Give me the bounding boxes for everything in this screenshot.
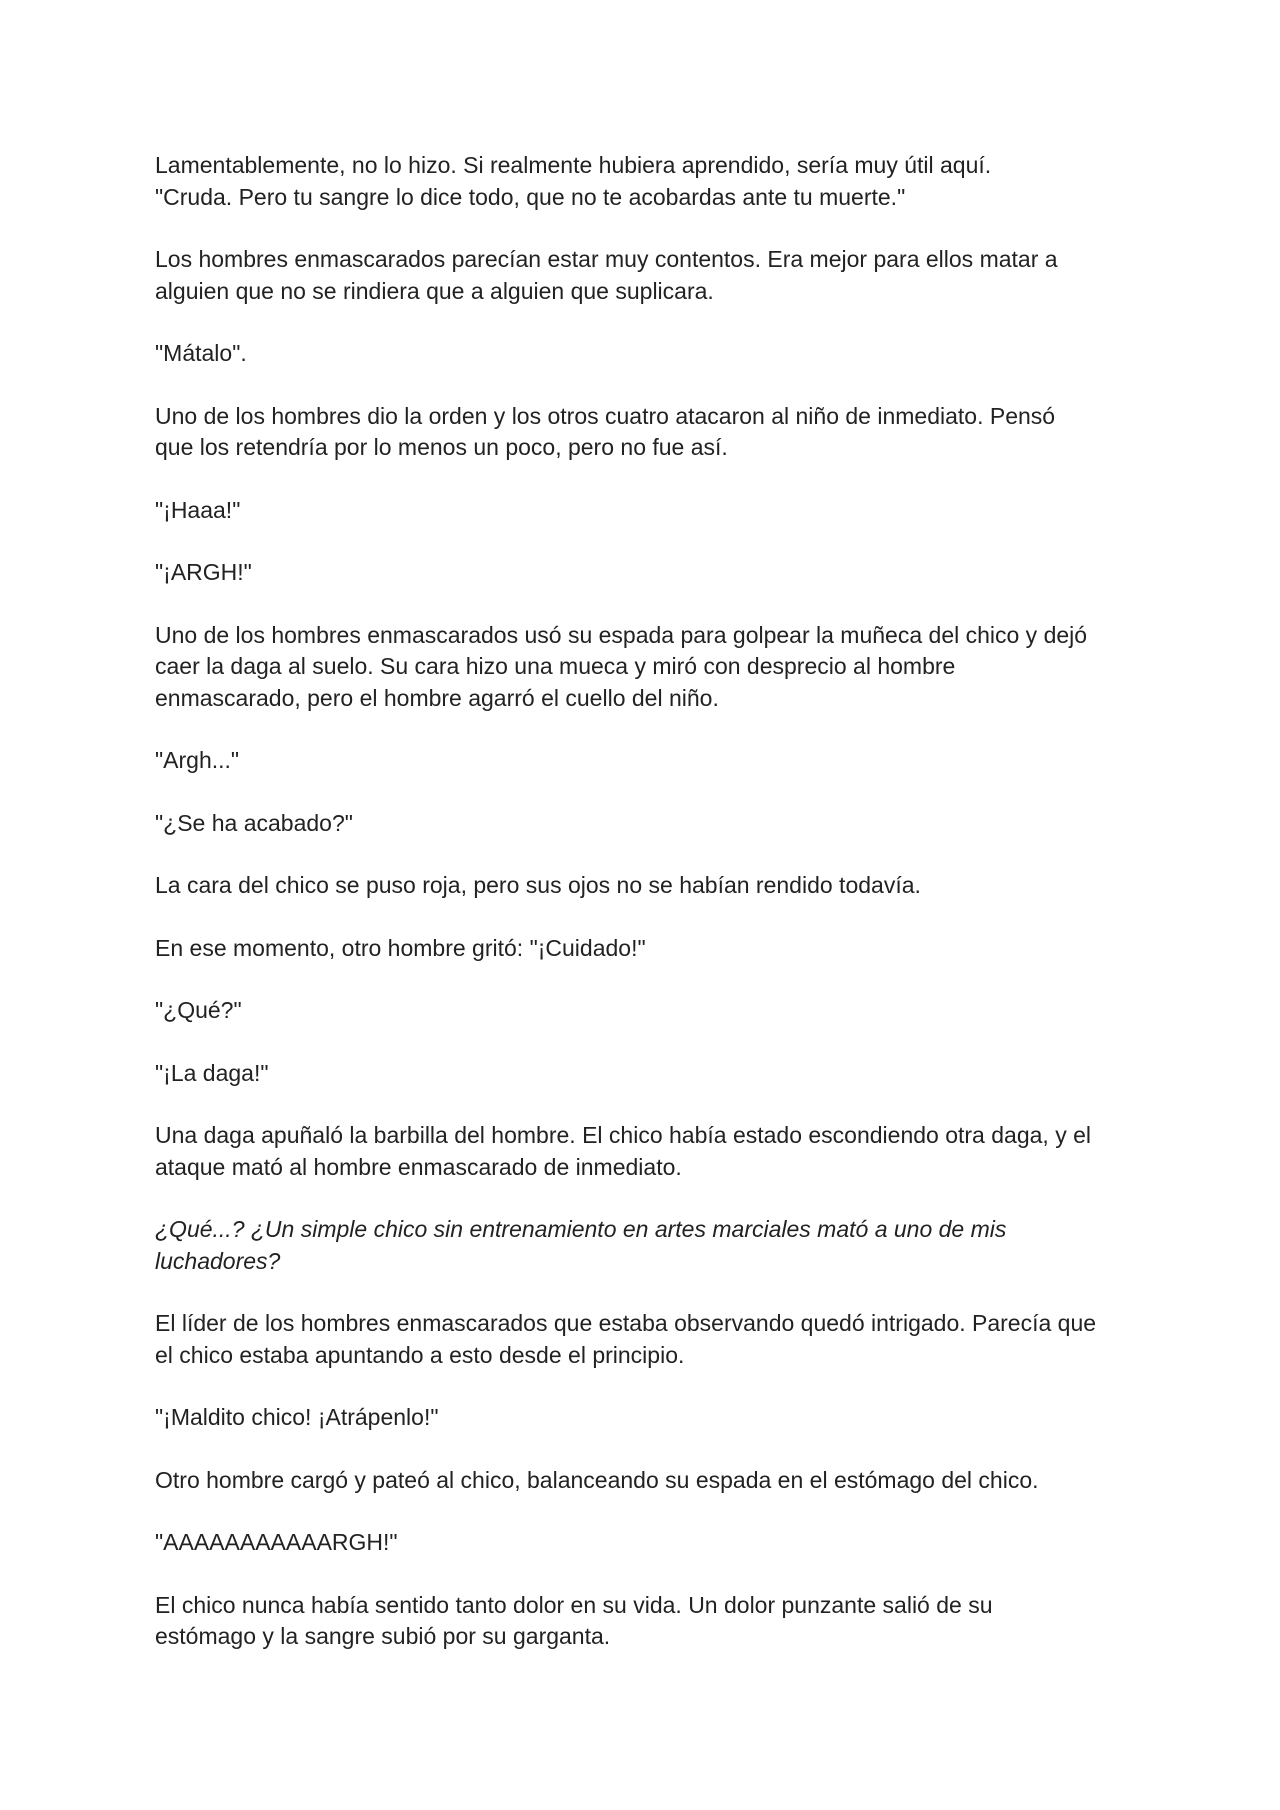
paragraph: Los hombres enmascarados parecían estar muy contentos. Era mejor para ellos matar a alguien que no se rindiera que a alguien que suplicara. [155, 246, 1058, 304]
paragraph: "AAAAAAAAAAARGH!" [155, 1529, 398, 1555]
paragraph: Otro hombre cargó y pateó al chico, balanceando su espada en el estómago del chico. [155, 1466, 1039, 1493]
paragraph: Uno de los hombres enmascarados usó su espada para golpear la muñeca del chico y dejó caer la daga al suelo. Su cara hizo una mueca y miró con desprecio al hombre enmascarado, pero el hombre agarró el cuello del niño. [155, 621, 1088, 711]
paragraph: En ese momento, otro hombre gritó: "¡Cuidado!" [155, 934, 646, 961]
paragraph: "¿Qué?" [155, 997, 242, 1023]
paragraph: El líder de los hombres enmascarados que estaba observando quedó intrigado. Parecía que el chico estaba apuntando a esto desde el principio. [155, 1310, 1097, 1368]
paragraph: "¡La daga!" [155, 1059, 269, 1086]
paragraph: "Mátalo". [155, 340, 247, 366]
document-page [155, 150, 1135, 1684]
paragraph: El chico nunca había sentido tanto dolor en su vida. Un dolor punzante salió de su estómago y la sangre subió por su garganta. [155, 1591, 993, 1649]
paragraph: "¡Maldito chico! ¡Atrápenlo!" [155, 1404, 439, 1430]
paragraph: "¿Se ha acabado?" [155, 809, 353, 836]
italic-thought-paragraph: ¿Qué...? ¿Un simple chico sin entrenamiento en artes marciales mató a uno de mis luchadores? [155, 1216, 1007, 1274]
paragraph: Lamentablemente, no lo hizo. Si realmente hubiera aprendido, sería muy útil aquí. "Cruda. Pero tu sangre lo dice todo, que no te acobardas ante tu muerte." [155, 152, 992, 210]
paragraph: Una daga apuñaló la barbilla del hombre. El chico había estado escondiendo otra daga, y el ataque mató al hombre enmascarado de inmediato. [155, 1122, 1091, 1180]
paragraph: "¡ARGH!" [155, 559, 252, 585]
paragraph: "Argh..." [155, 747, 240, 773]
paragraph: "¡Haaa!" [155, 496, 241, 523]
paragraph: Uno de los hombres dio la orden y los otros cuatro atacaron al niño de inmediato. Pensó que los retendría por lo menos un poco, pero no fue así. [155, 402, 1056, 460]
paragraph: La cara del chico se puso roja, pero sus ojos no se habían rendido todavía. [155, 872, 921, 898]
